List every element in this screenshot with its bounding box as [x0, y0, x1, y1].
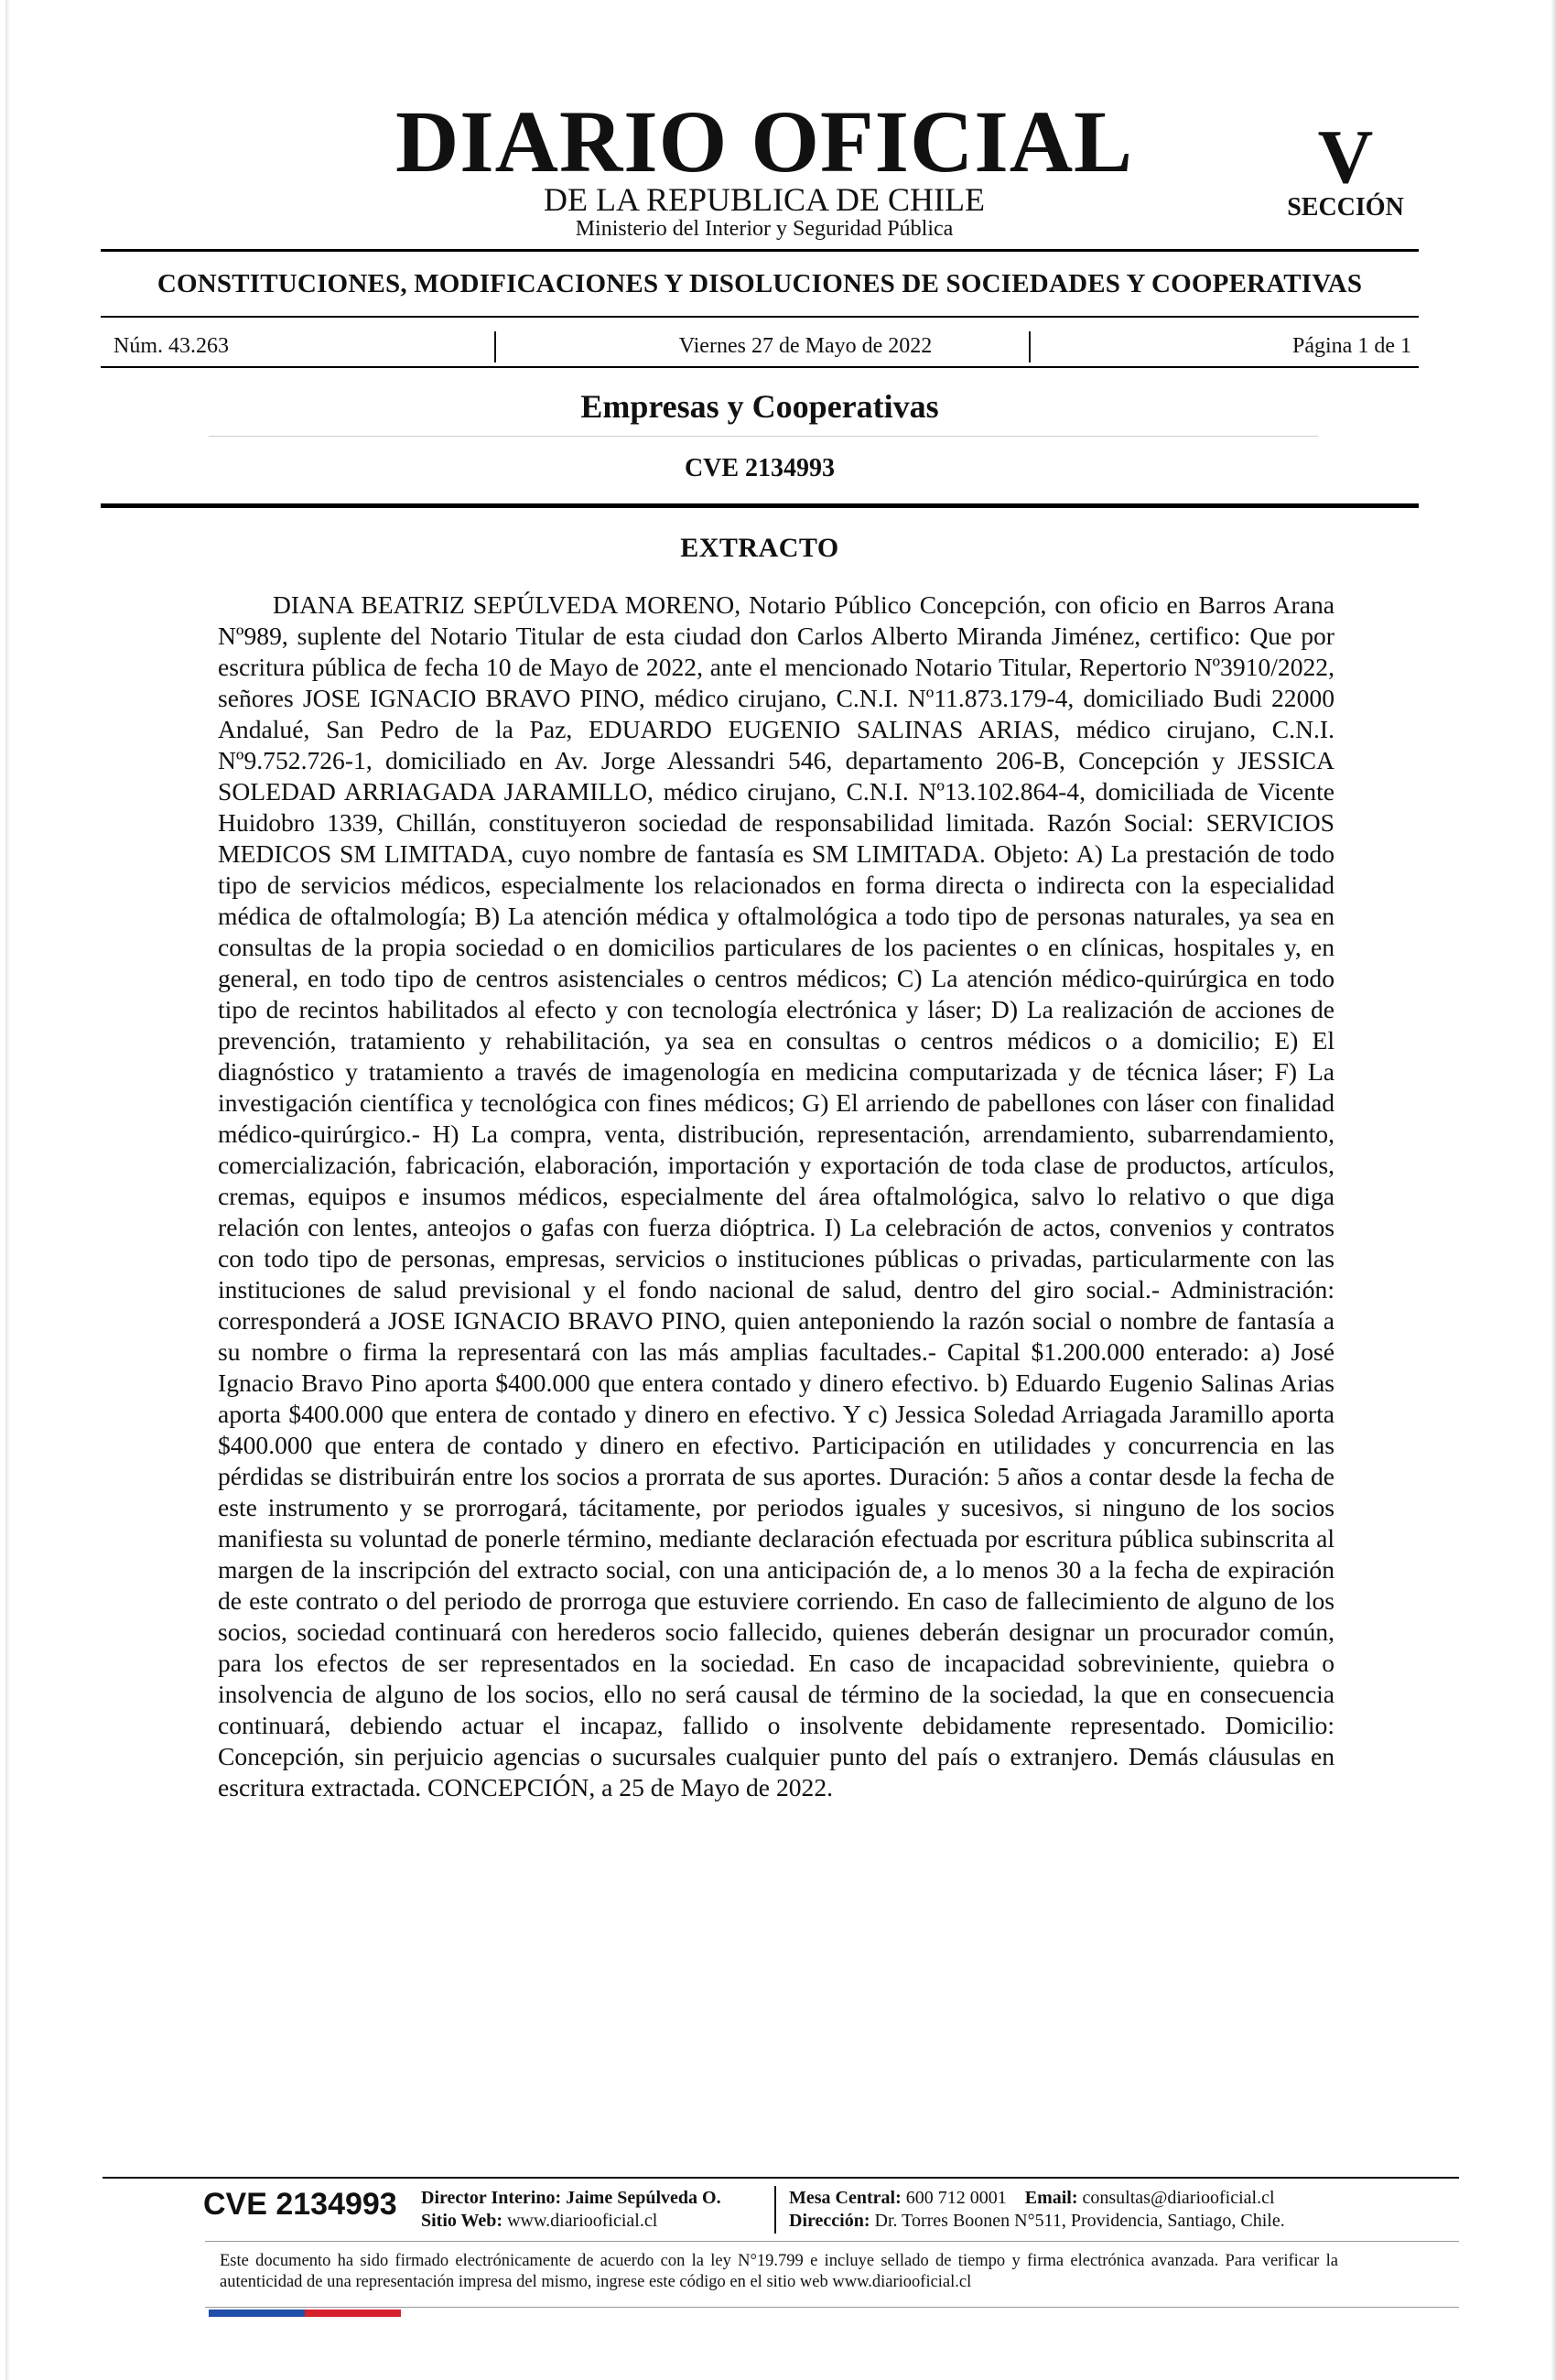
email-link[interactable]: consultas@diariooficial.cl — [1082, 2188, 1275, 2208]
issue-rule — [101, 366, 1419, 368]
phone-value: 600 712 0001 — [905, 2188, 1007, 2208]
issue-number: Núm. 43.263 — [113, 334, 229, 358]
footer-contact-block — [789, 2187, 1285, 2233]
page-edge-left — [5, 0, 9, 2380]
masthead-rule — [101, 249, 1419, 252]
footer-director-block — [421, 2187, 721, 2233]
flag-red-stripe — [305, 2310, 401, 2317]
footer-divider — [774, 2186, 776, 2234]
category-rule — [101, 316, 1419, 318]
email-label: Email: — [1024, 2188, 1078, 2208]
page-number: Página 1 de 1 — [1292, 334, 1411, 358]
ministry-name: Ministerio del Interior y Seguridad Pública — [575, 217, 954, 241]
address-value: Dr. Torres Boonen N°511, Providencia, Santiago, Chile. — [874, 2211, 1285, 2231]
cve-code: CVE 2134993 — [684, 454, 836, 482]
document-body: DIANA BEATRIZ SEPÚLVEDA MORENO, Notario Público Concepción, con oficio en Barros Arana Nº989, suplente del Notario Titular de esta ciudad don Carlos Alberto Miranda Jiménez, certifico: Que por escritura pública de fecha 10 de Mayo de 2022, ante el mencionado Notario Titular, Repertorio Nº3910/2022, señores JOSE IGNACIO BRAVO PINO, médico cirujano, C.N.I. Nº11.873.179-4, domiciliado Budi 22000 Andalué, San Pedro de la Paz, EDUARDO EUGENIO SALINAS ARIAS, médico cirujano, C.N.I. Nº9.752.726-1, domiciliado en Av. Jorge Alessandri 546, departamento 206-B, Concepción y JESSICA SOLEDAD ARRIAGADA JARAMILLO, médico cirujano, C.N.I. Nº13.102.864-4, domiciliada de Vicente Huidobro 1339, Chillán, constituyeron sociedad de responsabilidad limitada. Razón Social: SERVICIOS MEDICOS SM LIMITADA, cuyo nombre de fantasía es SM LIMITADA. Objeto: A) La prestación de todo tipo de servicios médicos, especialmente los relacionados en forma directa o indirecta con la especialidad médica de oftalmología; B) La atención médica y oftalmológica a todo tipo de personas naturales, ya sea en consultas de la propia sociedad o en domicilios particulares de los pacientes o en clínicas, hospitales y, en general, en todo tipo de centros asistenciales o centros médicos; C) La atención médico-quirúrgica en todo tipo de recintos habilitados al efecto y con tecnología electrónica y láser; D) La realización de acciones de prevención, tratamiento y rehabilitación, ya sea en consultas o centros médicos o a domicilio; E) El diagnóstico y tratamiento a través de imagenología en medicina computarizada y de técnica láser; F) La investigación científica y tecnológica con fines médicos; G) El arriendo de pabellones con láser con finalidad médico-quirúrgico.- H) La compra, venta, distribución, representación, arrendamiento, subarrendamiento, comercialización, fabricación, elaboración, importación y exportación de toda clase de productos, artículos, cremas, equipos e insumos médicos, especialmente del área oftalmológica, salvo lo relativo o que diga relación con lentes, anteojos o gafas con fuerza dióptrica. I) La celebración de actos, convenios y contratos con todo tipo de personas, empresas, servicios o instituciones públicas o privadas, particularmente con las instituciones de salud previsional y el fondo nacional de salud, dentro del giro social.- Administración: corresponderá a JOSE IGNACIO BRAVO PINO, quien anteponiendo la razón social o nombre de fantasía a su nombre o firma la representará con las más amplias facultades.- Capital $1.200.000 enterado: a) José Ignacio Bravo Pino aporta $400.000 que entera contado y dinero efectivo. b) Eduardo Eugenio Salinas Arias aporta $400.000 que entera de contado y dinero en efectivo. Y c) Jessica Soledad Arriagada Jaramillo aporta $400.000 que entera de contado y dinero en efectivo. Participación en utilidades y concurrencia en las pérdidas se distribuirán entre los socios a prorrata de sus aportes. Duración: 5 años a contar desde la fecha de este instrumento y se prorrogará, tácitamente, por periodos iguales y sucesivos, si ninguno de los socios manifiesta su voluntad de ponerle término, mediante declaración efectuada por escritura pública subinscrita al margen de la inscripción del extracto social, con una anticipación de, a lo menos 30 a la fecha de expiración de este contrato o del periodo de prorroga que estuviere corriendo. En caso de fallecimiento de alguno de los socios, sociedad continuará con herederos socio fallecido, quienes deberán designar un procurador común, para los efectos de ser representados en la sociedad. En caso de incapacidad sobreviniente, quiebra o insolvencia de alguno de los socios, ello no será causal de término de la sociedad, la que en consecuencia continuará, debiendo actuar el incapaz, fallido o insolvente debidamente representado. Domicilio: Concepción, sin perjuicio agencias o sucursales cualquier punto del país o extranjero. Demás cláusulas en escritura extractada. CONCEPCIÓN, a 25 de Mayo de 2022. — [218, 590, 1334, 1801]
issue-separator — [1029, 331, 1031, 362]
category-heading: CONSTITUCIONES, MODIFICACIONES Y DISOLUCIONES DE SOCIEDADES Y COOPERATIVAS — [157, 269, 1363, 298]
phone-label: Mesa Central: — [789, 2188, 902, 2208]
section-indicator — [1277, 114, 1414, 222]
address-label: Dirección: — [789, 2211, 870, 2231]
section-title-rule — [209, 436, 1318, 437]
website-link[interactable]: www.diariooficial.cl — [507, 2211, 658, 2231]
flag-blue-stripe — [209, 2310, 305, 2317]
electronic-signature-note: Este documento ha sido firmado electrónicamente de acuerdo con la ley N°19.799 e incluye sellado de tiempo y firma electrónica avanzada. Para verificar la autenticidad de una representación impresa del mismo, ingrese este código en el sitio web www.diariooficial.cl — [220, 2252, 1338, 2291]
issue-separator — [494, 331, 496, 362]
issue-info-row — [101, 328, 1419, 364]
footer-rule — [205, 2241, 1459, 2242]
issue-date: Viernes 27 de Mayo de 2022 — [678, 334, 933, 358]
section-roman-numeral: V — [1317, 114, 1374, 200]
section-title: Empresas y Cooperativas — [580, 388, 939, 425]
newspaper-title: DIARIO OFICIAL — [394, 92, 1134, 190]
page-edge-right — [1551, 0, 1556, 2380]
footer-rule — [205, 2307, 1459, 2308]
content-rule — [101, 503, 1419, 508]
website-label: Sitio Web: — [421, 2211, 503, 2231]
section-label: SECCIÓN — [1287, 193, 1404, 222]
director-name: Jaime Sepúlveda O. — [566, 2188, 721, 2208]
flag-color-bar — [209, 2310, 401, 2317]
director-label: Director Interino: — [421, 2188, 562, 2208]
document-heading: EXTRACTO — [680, 533, 839, 563]
footer-rule — [103, 2177, 1459, 2179]
footer-cve-code: CVE 2134993 — [203, 2187, 397, 2222]
newspaper-subtitle: DE LA REPUBLICA DE CHILE — [544, 181, 985, 218]
